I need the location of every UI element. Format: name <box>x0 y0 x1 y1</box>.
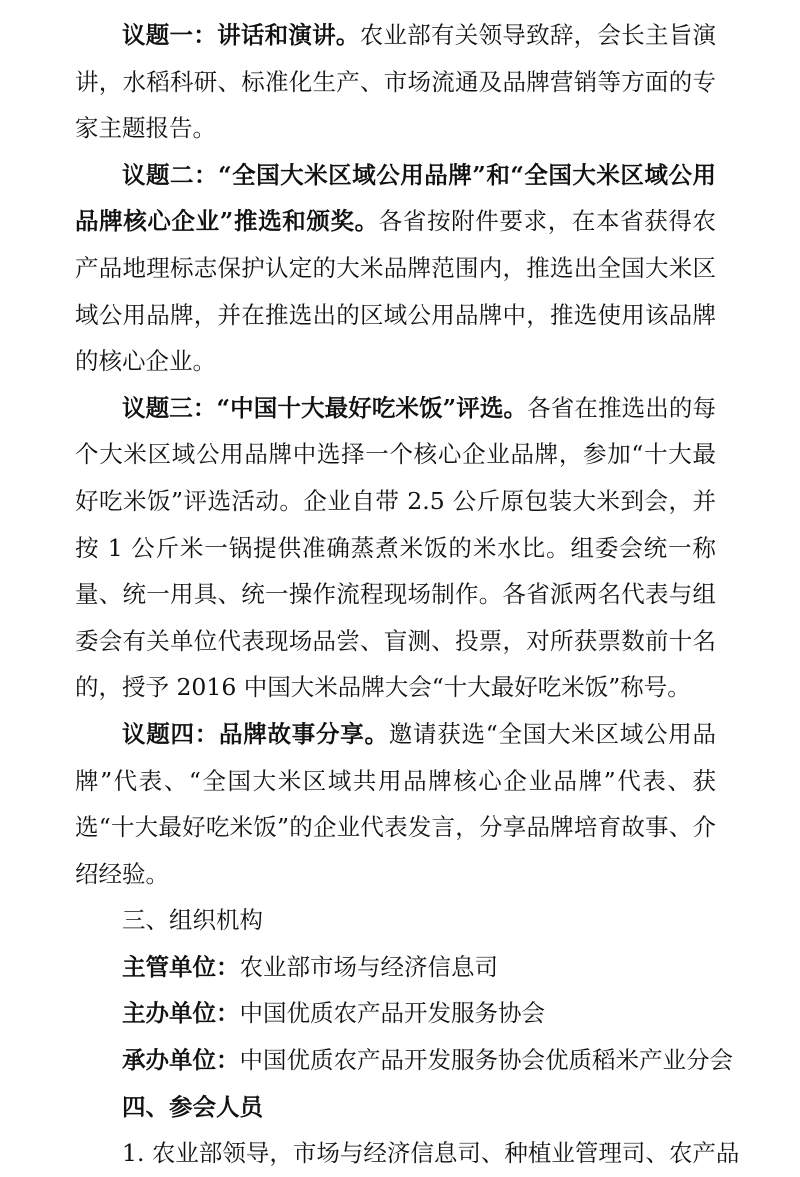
topic4-paragraph <box>75 711 716 897</box>
org-organizer-value: 中国优质农产品开发服务协会优质稻米产业分会 <box>239 1046 733 1075</box>
attendee-item-1: 1. 农业部领导，市场与经济信息司、种植业管理司、农产品 <box>122 1139 740 1168</box>
org-host-value: 中国优质农产品开发服务协会 <box>239 999 545 1028</box>
org-supervisor-value: 农业部市场与经济信息司 <box>239 952 498 981</box>
topic1-paragraph <box>75 12 716 152</box>
topic3-body: 各省在推选出的每个大米区域公用品牌中选择一个核心企业品牌，参加“十大最好吃米饭”评选活动。企业自带 2.5 公斤原包装大米到会，并按 1 公斤米一锅提供准确蒸煮米饭的米水比。组委会统一称量、统一用具、统一操作流程现场制作。各省派两名代表与组委会有关单位代表现场品尝、盲测、投票，对所获票数前十名的，授予 2016 中国大米品牌大会“十大最好吃米饭”称号。 <box>75 393 716 702</box>
section3-heading: 三、组织机构 <box>122 906 263 935</box>
topic1-body: 农业部有关领导致辞，会长主旨演讲，水稻科研、标准化生产、市场流通及品牌营销等方面的专家主题报告。 <box>75 21 717 143</box>
topic2-paragraph <box>75 152 716 385</box>
org-organizer-line <box>75 1037 733 1084</box>
topic2-body: 各省按附件要求，在本省获得农产品地理标志保护认定的大米品牌范围内，推选出全国大米区域公用品牌，并在推选出的区域公用品牌中，推选使用该品牌的核心企业。 <box>75 207 716 376</box>
org-host-line <box>75 990 716 1037</box>
topic3-paragraph <box>75 385 716 711</box>
org-supervisor-label: 主管单位： <box>122 952 240 981</box>
topic1-lead: 议题一：讲话和演讲。 <box>122 21 360 49</box>
section4-heading: 四、参会人员 <box>122 1092 263 1121</box>
org-host-label: 主办单位： <box>122 999 240 1028</box>
org-supervisor-line <box>75 944 716 991</box>
org-organizer-label: 承办单位： <box>122 1046 240 1075</box>
topic2-lead: 议题二：“全国大米区域公用品牌”和“全国大米区域公用品牌核心企业”推选和颁奖。 <box>75 160 716 236</box>
topic3-lead: 议题三：“中国十大最好吃米饭”评选。 <box>122 393 528 422</box>
topic4-lead: 议题四：品牌故事分享。 <box>122 719 389 748</box>
topic4-body: 邀请获选“全国大米区域公用品牌”代表、“全国大米区域共用品牌核心企业品牌”代表、获选“十大最好吃米饭”的企业代表发言，分享品牌培育故事、介绍经验。 <box>75 719 717 888</box>
